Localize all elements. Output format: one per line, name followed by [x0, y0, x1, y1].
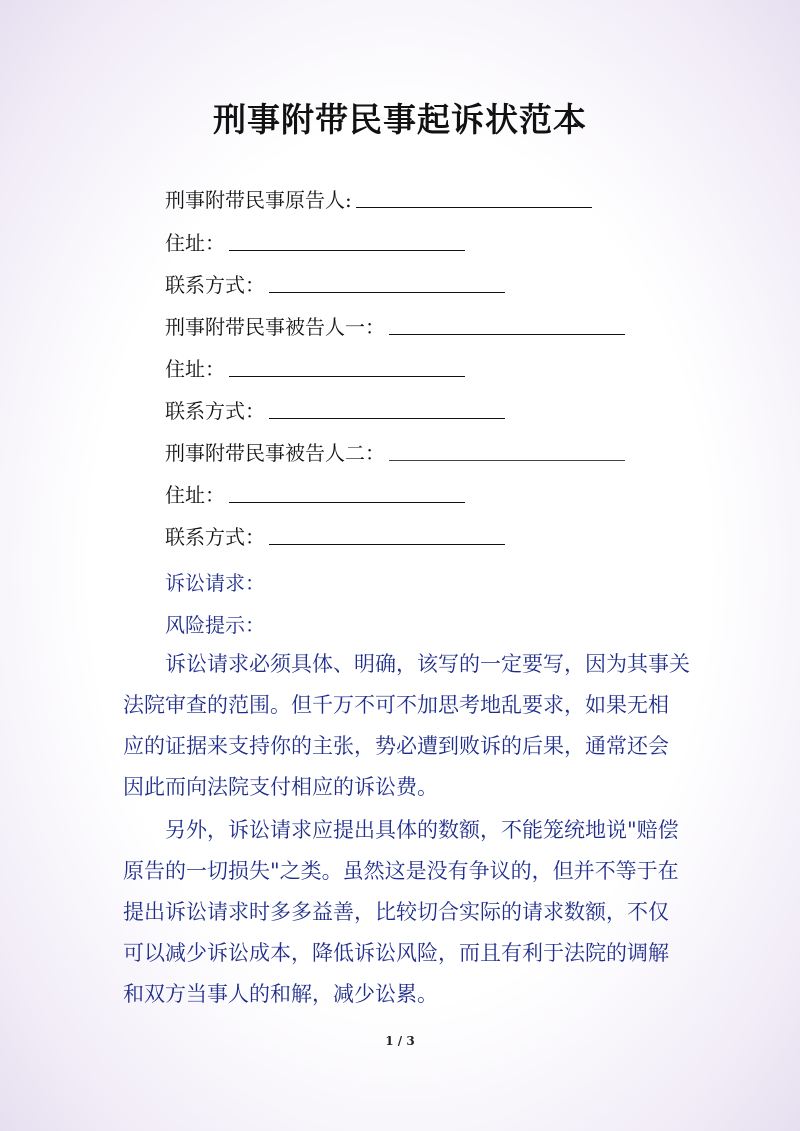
defendant2-contact-blank-line	[269, 543, 505, 545]
defendant1-blank-line	[389, 333, 625, 335]
defendant1-address-label: 住址：	[165, 357, 225, 381]
paragraph-line: 提出诉讼请求时多多益善，比较切合实际的请求数额，不仅	[123, 900, 669, 924]
paragraph-line: 另外，诉讼请求应提出具体的数额，不能笼统地说"赔偿	[165, 818, 679, 842]
risk-paragraph-1	[123, 644, 690, 808]
defendant1-contact-field	[165, 394, 505, 424]
defendant2-address-label: 住址：	[165, 483, 225, 507]
defendant1-contact-label: 联系方式：	[165, 399, 265, 423]
plaintiff-contact-label: 联系方式：	[165, 273, 265, 297]
paragraph-line: 应的证据来支持你的主张，势必遭到败诉的后果，通常还会	[123, 734, 669, 758]
defendant2-field	[165, 436, 625, 466]
claims-heading: 诉讼请求：	[165, 571, 265, 595]
plaintiff-contact-blank-line	[269, 291, 505, 293]
plaintiff-contact-field	[165, 268, 505, 298]
defendant1-label: 刑事附带民事被告人一：	[165, 315, 385, 339]
defendant2-address-field	[165, 478, 465, 508]
paragraph-line: 诉讼请求必须具体、明确，该写的一定要写，因为其事关	[165, 652, 690, 676]
plaintiff-blank-line	[356, 206, 592, 208]
risk-paragraph-2	[123, 810, 685, 1015]
defendant1-field	[165, 310, 625, 340]
paragraph-line: 可以减少诉讼成本，降低诉讼风险，而且有利于法院的调解	[123, 941, 669, 965]
plaintiff-field	[165, 183, 592, 213]
paragraph-line: 和双方当事人的和解，减少讼累。	[123, 982, 438, 1006]
paragraph-line: 因此而向法院支付相应的诉讼费。	[123, 775, 438, 799]
risk-heading: 风险提示：	[165, 613, 265, 637]
defendant1-address-blank-line	[229, 375, 465, 377]
plaintiff-address-field	[165, 226, 465, 256]
defendant1-contact-blank-line	[269, 417, 505, 419]
plaintiff-address-blank-line	[229, 249, 465, 251]
defendant2-blank-line	[389, 459, 625, 461]
defendant2-label: 刑事附带民事被告人二：	[165, 441, 385, 465]
defendant2-address-blank-line	[229, 501, 465, 503]
page-number: 1 / 3	[385, 1034, 415, 1048]
plaintiff-address-label: 住址：	[165, 231, 225, 255]
paragraph-line: 法院审查的范围。但千万不可不加思考地乱要求，如果无相	[123, 693, 669, 717]
paragraph-line: 原告的一切损失"之类。虽然这是没有争议的，但并不等于在	[123, 859, 679, 883]
plaintiff-label: 刑事附带民事原告人:	[165, 188, 352, 212]
defendant1-address-field	[165, 352, 465, 382]
defendant2-contact-label: 联系方式：	[165, 525, 265, 549]
defendant2-contact-field	[165, 520, 505, 550]
document-title: 刑事附带民事起诉状范本	[213, 100, 587, 139]
